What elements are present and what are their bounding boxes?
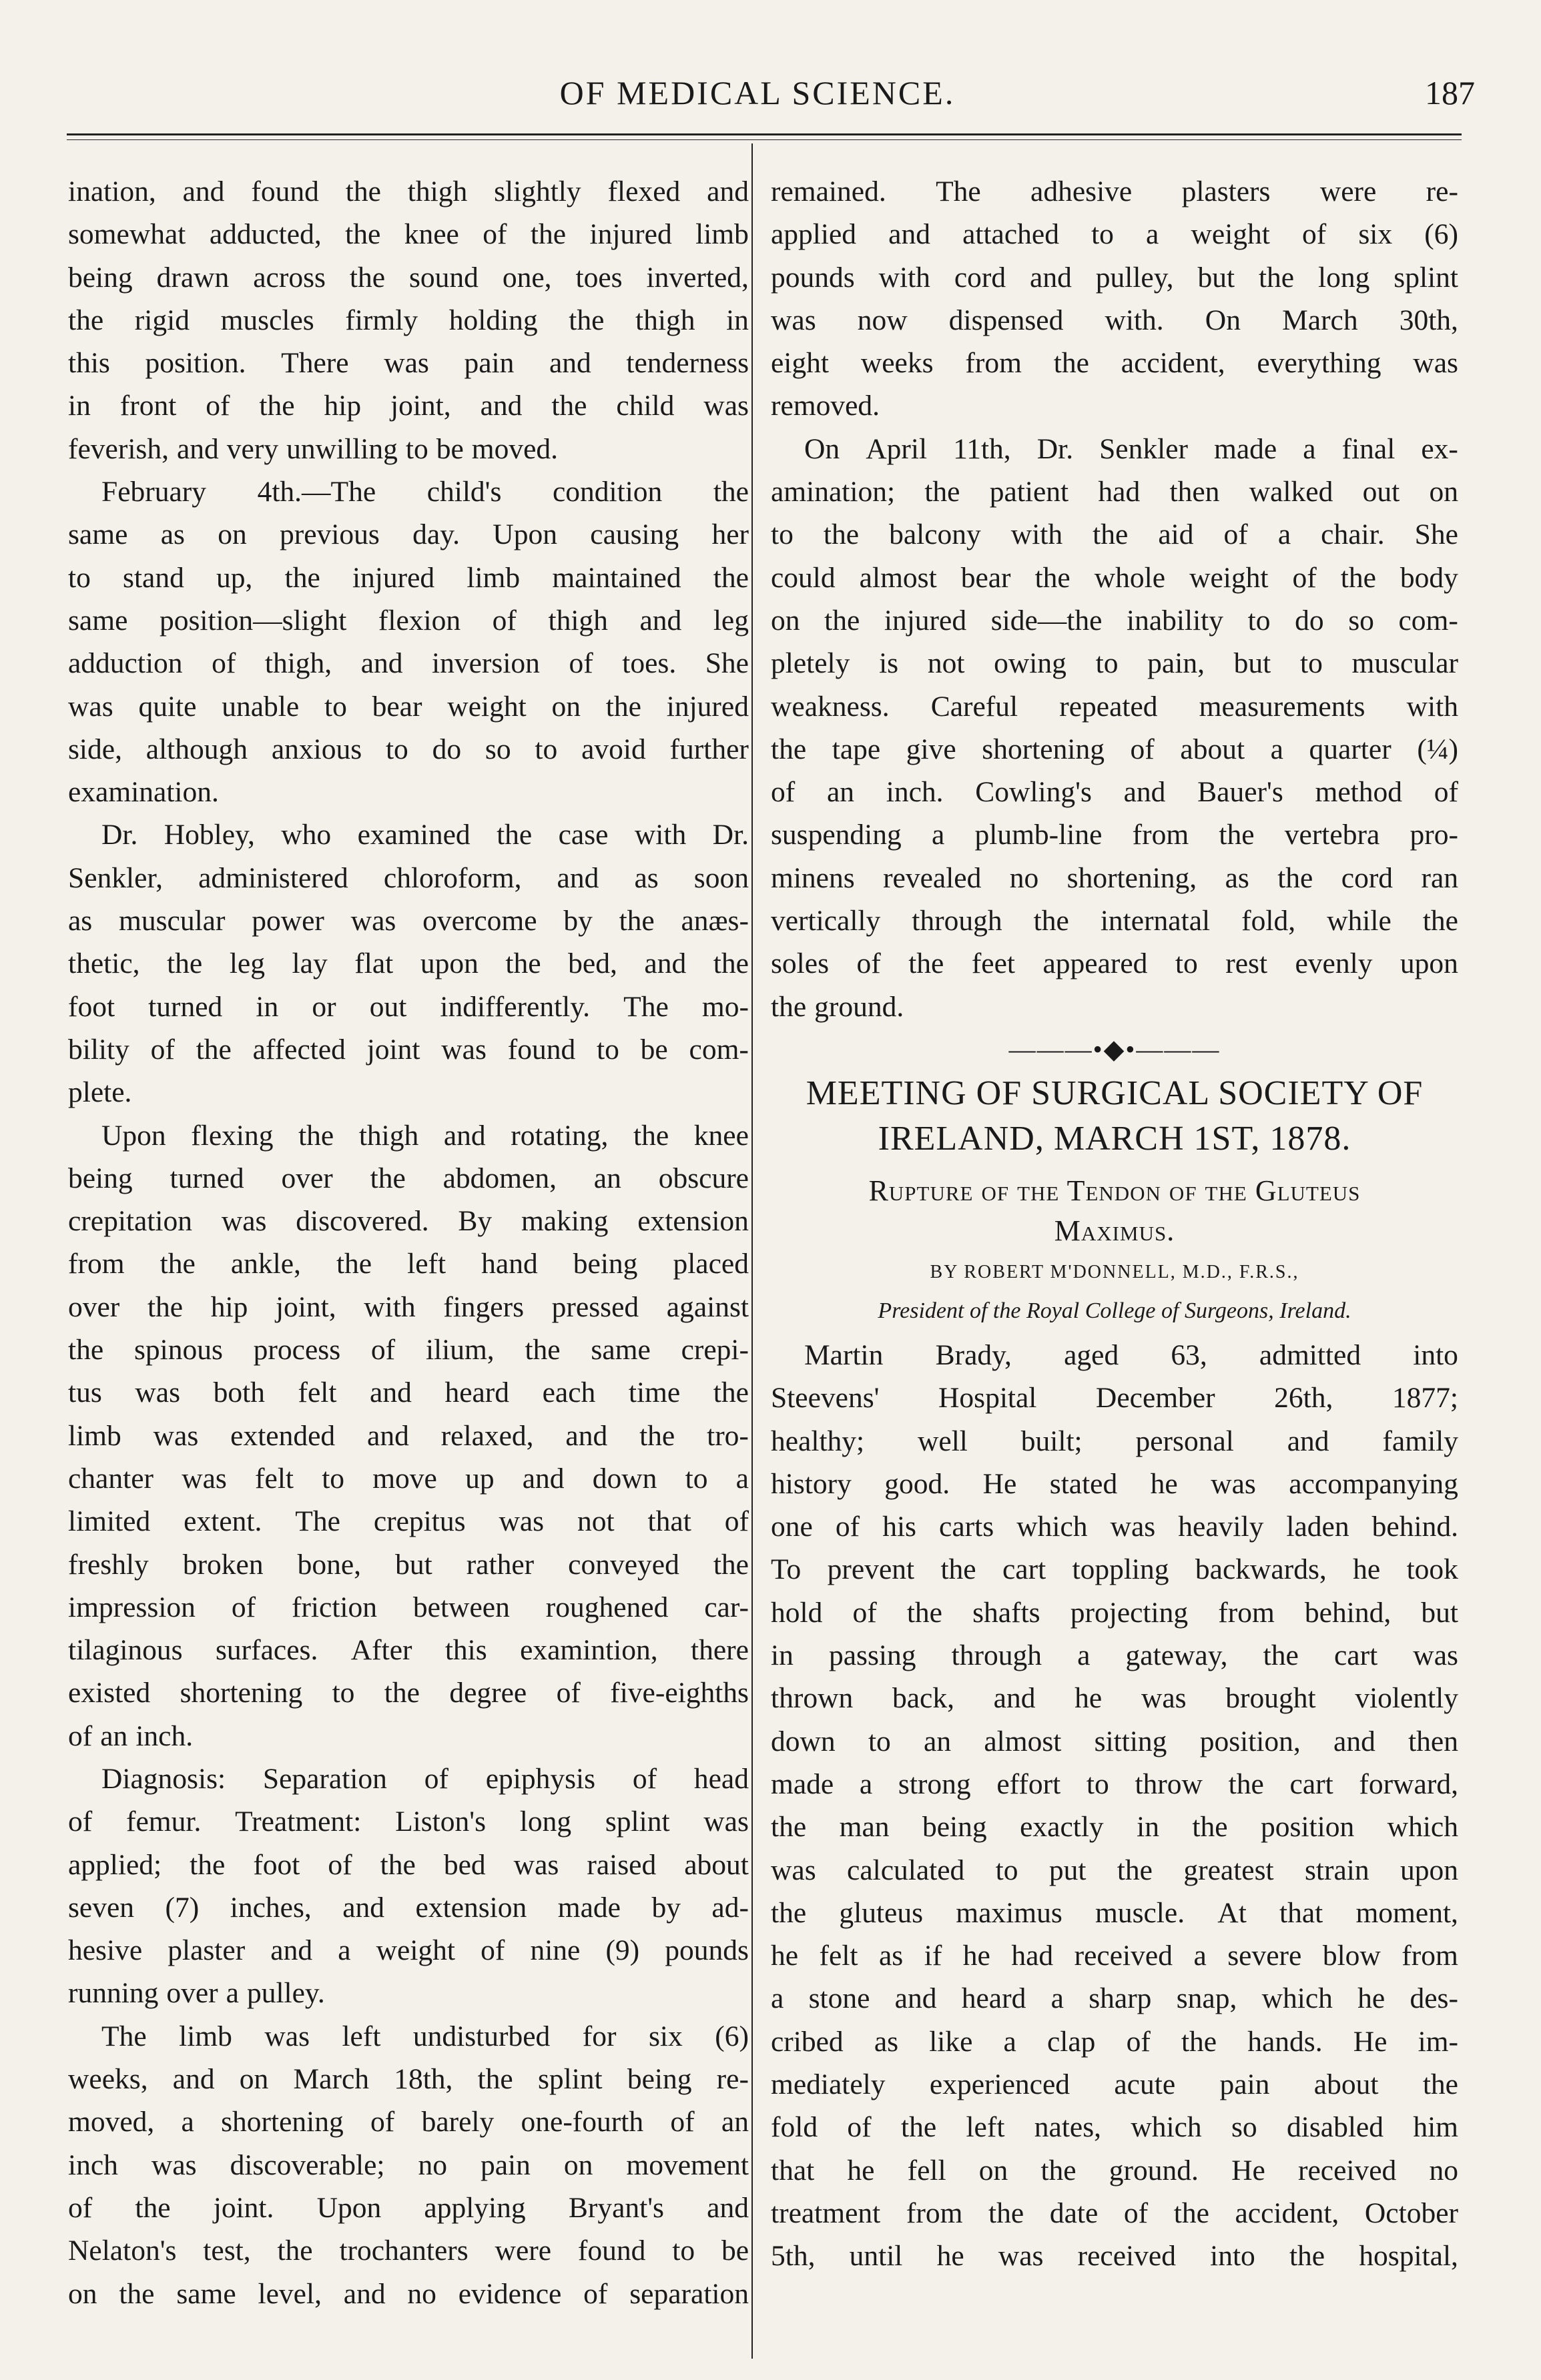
text-line: vertically through the internatal fold, while the bbox=[771, 905, 1458, 937]
text-line: weeks, and on March 18th, the splint being re- bbox=[68, 2063, 749, 2096]
article-byline: BY ROBERT M'DONNELL, M.D., F.R.S., bbox=[930, 1261, 1299, 1282]
text-line: tus was both felt and heard each time the bbox=[68, 1376, 749, 1409]
text-line: same position—slight flexion of thigh and leg bbox=[68, 604, 749, 637]
text-line: over the hip joint, with fingers pressed against bbox=[68, 1290, 749, 1323]
page-number: 187 bbox=[1425, 74, 1475, 111]
text-line: same as on previous day. Upon causing her bbox=[68, 518, 749, 551]
text-line: the man being exactly in the position which bbox=[771, 1811, 1458, 1844]
text-line: adduction of thigh, and inversion of toes. She bbox=[68, 647, 749, 680]
text-line: freshly broken bone, but rather conveyed the bbox=[68, 1548, 749, 1581]
text-line: cribed as like a clap of the hands. He im- bbox=[771, 2025, 1458, 2058]
section-title-line2: IRELAND, MARCH 1ST, 1878. bbox=[878, 1119, 1351, 1158]
right-column-top-text bbox=[771, 170, 1458, 1028]
text-line: inch was discoverable; no pain on movement bbox=[68, 2148, 749, 2181]
text-line: hesive plaster and a weight of nine (9) pounds bbox=[68, 1934, 749, 1967]
text-line: treatment from the date of the accident, October bbox=[771, 2197, 1458, 2229]
text-line: moved, a shortening of barely one-fourth of an bbox=[68, 2106, 749, 2138]
text-line: thrown back, and he was brought violently bbox=[771, 1682, 1458, 1715]
text-line: was quite unable to bear weight on the injured bbox=[68, 690, 749, 723]
page-header bbox=[40, 67, 1475, 127]
text-line: somewhat adducted, the knee of the injured limb bbox=[68, 218, 749, 251]
text-line: pletely is not owing to pain, but to muscular bbox=[771, 647, 1458, 680]
text-line: a stone and heard a sharp snap, which he des- bbox=[771, 1982, 1458, 2015]
text-line: history good. He stated he was accompanying bbox=[771, 1467, 1458, 1500]
text-line: the tape give shortening of about a quarter (¼) bbox=[771, 733, 1458, 765]
text-line: in front of the hip joint, and the child was bbox=[68, 390, 749, 422]
text-line: removed. bbox=[771, 390, 880, 422]
text-line: pounds with cord and pulley, but the long splint bbox=[771, 261, 1458, 294]
text-line: 5th, until he was received into the hospital, bbox=[771, 2240, 1458, 2273]
text-line: On April 11th, Dr. Senkler made a final ex- bbox=[804, 432, 1458, 465]
text-line: being drawn across the sound one, toes inverted, bbox=[68, 261, 749, 294]
text-line: seven (7) inches, and extension made by ad- bbox=[68, 1891, 749, 1924]
text-line: could almost bear the whole weight of the body bbox=[771, 561, 1458, 594]
text-line: limb was extended and relaxed, and the tro- bbox=[68, 1419, 749, 1452]
text-line: as muscular power was overcome by the anæs- bbox=[68, 905, 749, 937]
text-line: of an inch. bbox=[68, 1719, 194, 1752]
article-subheading-line2: Maximus. bbox=[1054, 1214, 1175, 1247]
text-line: thetic, the leg lay flat upon the bed, and the bbox=[68, 947, 749, 980]
text-line: Diagnosis: Separation of epiphysis of head bbox=[101, 1762, 749, 1795]
text-line: remained. The adhesive plasters were re- bbox=[771, 175, 1458, 208]
text-line: to stand up, the injured limb maintained the bbox=[68, 561, 749, 594]
article-subheading-line1: Rupture of the Tendon of the Gluteus bbox=[868, 1174, 1361, 1207]
text-line: soles of the feet appeared to rest evenly upon bbox=[771, 947, 1458, 980]
text-line: one of his carts which was heavily laden behind. bbox=[771, 1511, 1458, 1543]
left-column bbox=[68, 170, 749, 2315]
text-line: from the ankle, the left hand being placed bbox=[68, 1248, 749, 1280]
text-line: of the joint. Upon applying Bryant's and bbox=[68, 2191, 749, 2224]
text-line: minens revealed no shortening, as the cord ran bbox=[771, 861, 1458, 894]
text-line: the ground. bbox=[771, 990, 904, 1023]
text-line: hold of the shafts projecting from behind, but bbox=[771, 1596, 1458, 1629]
text-line: examination. bbox=[68, 776, 219, 809]
text-line: the rigid muscles firmly holding the thigh in bbox=[68, 304, 749, 336]
text-line: of an inch. Cowling's and Bauer's method of bbox=[771, 776, 1458, 809]
right-column bbox=[771, 170, 1458, 2277]
text-line: Senkler, administered chloroform, and as soon bbox=[68, 861, 749, 894]
text-line: mediately experienced acute pain about the bbox=[771, 2068, 1458, 2100]
section-title-line1: MEETING OF SURGICAL SOCIETY OF bbox=[806, 1074, 1424, 1112]
text-line: made a strong effort to throw the cart forward, bbox=[771, 1767, 1458, 1800]
text-line: side, although anxious to do so to avoid further bbox=[68, 733, 749, 765]
author-affiliation: President of the Royal College of Surgeons, Ireland. bbox=[878, 1298, 1351, 1323]
text-line: suspending a plumb-line from the vertebra pro- bbox=[771, 819, 1458, 851]
text-line: that he fell on the ground. He received no bbox=[771, 2154, 1458, 2187]
text-line: he felt as if he had received a severe blow from bbox=[771, 1940, 1458, 1972]
text-line: of femur. Treatment: Liston's long splint was bbox=[68, 1806, 749, 1838]
text-line: on the same level, and no evidence of separation bbox=[68, 2277, 749, 2310]
text-line: in passing through a gateway, the cart was bbox=[771, 1639, 1458, 1672]
running-head: OF MEDICAL SCIENCE. bbox=[559, 74, 956, 111]
text-line: The limb was left undisturbed for six (6) bbox=[101, 2020, 749, 2052]
text-line: Upon flexing the thigh and rotating, the knee bbox=[101, 1119, 749, 1152]
text-line: impression of friction between roughened car- bbox=[68, 1591, 749, 1623]
text-line: applied and attached to a weight of six (6) bbox=[771, 218, 1458, 251]
text-line: ination, and found the thigh slightly flexed and bbox=[68, 175, 749, 208]
right-column-bottom-text bbox=[771, 1334, 1458, 2278]
text-line: this position. There was pain and tenderness bbox=[68, 347, 749, 380]
text-line: amination; the patient had then walked out on bbox=[771, 476, 1458, 508]
text-line: tilaginous surfaces. After this examintion, there bbox=[68, 1634, 749, 1667]
text-line: February 4th.—The child's condition the bbox=[101, 476, 749, 508]
text-line: plete. bbox=[68, 1076, 132, 1109]
text-line: crepitation was discovered. By making extension bbox=[68, 1205, 749, 1238]
header-rule bbox=[67, 133, 1462, 140]
text-line: on the injured side—the inability to do so com- bbox=[771, 604, 1458, 637]
text-line: feverish, and very unwilling to be moved. bbox=[68, 432, 559, 465]
text-line: healthy; well built; personal and family bbox=[771, 1425, 1458, 1457]
text-line: bility of the affected joint was found to be com- bbox=[68, 1033, 749, 1066]
text-line: was calculated to put the greatest strain upon bbox=[771, 1854, 1458, 1886]
text-line: foot turned in or out indifferently. The mo- bbox=[68, 990, 749, 1023]
text-line: Steevens' Hospital December 26th, 1877; bbox=[771, 1382, 1458, 1415]
text-line: fold of the left nates, which so disabled him bbox=[771, 2111, 1458, 2144]
text-line: the spinous process of ilium, the same crepi- bbox=[68, 1334, 749, 1366]
text-line: applied; the foot of the bed was raised about bbox=[68, 1848, 749, 1881]
column-divider bbox=[751, 143, 753, 2359]
text-line: chanter was felt to move up and down to a bbox=[68, 1462, 749, 1495]
text-line: to the balcony with the aid of a chair. She bbox=[771, 518, 1458, 551]
text-line: Martin Brady, aged 63, admitted into bbox=[804, 1338, 1458, 1371]
text-line: To prevent the cart toppling backwards, he took bbox=[771, 1553, 1458, 1586]
text-line: Nelaton's test, the trochanters were found to be bbox=[68, 2235, 749, 2267]
text-line: eight weeks from the accident, everything was bbox=[771, 347, 1458, 380]
text-line: the gluteus maximus muscle. At that moment, bbox=[771, 1896, 1458, 1929]
text-line: Dr. Hobley, who examined the case with Dr. bbox=[101, 819, 749, 851]
text-line: existed shortening to the degree of five-eighths bbox=[68, 1677, 749, 1709]
section-ornament: ———•◆•——— bbox=[1008, 1034, 1221, 1064]
text-line: was now dispensed with. On March 30th, bbox=[771, 304, 1458, 336]
text-line: being turned over the abdomen, an obscure bbox=[68, 1162, 749, 1194]
text-line: weakness. Careful repeated measurements with bbox=[771, 690, 1458, 723]
text-line: down to an almost sitting position, and then bbox=[771, 1725, 1458, 1757]
text-line: limited extent. The crepitus was not that of bbox=[68, 1505, 749, 1538]
text-line: running over a pulley. bbox=[68, 1977, 325, 2010]
